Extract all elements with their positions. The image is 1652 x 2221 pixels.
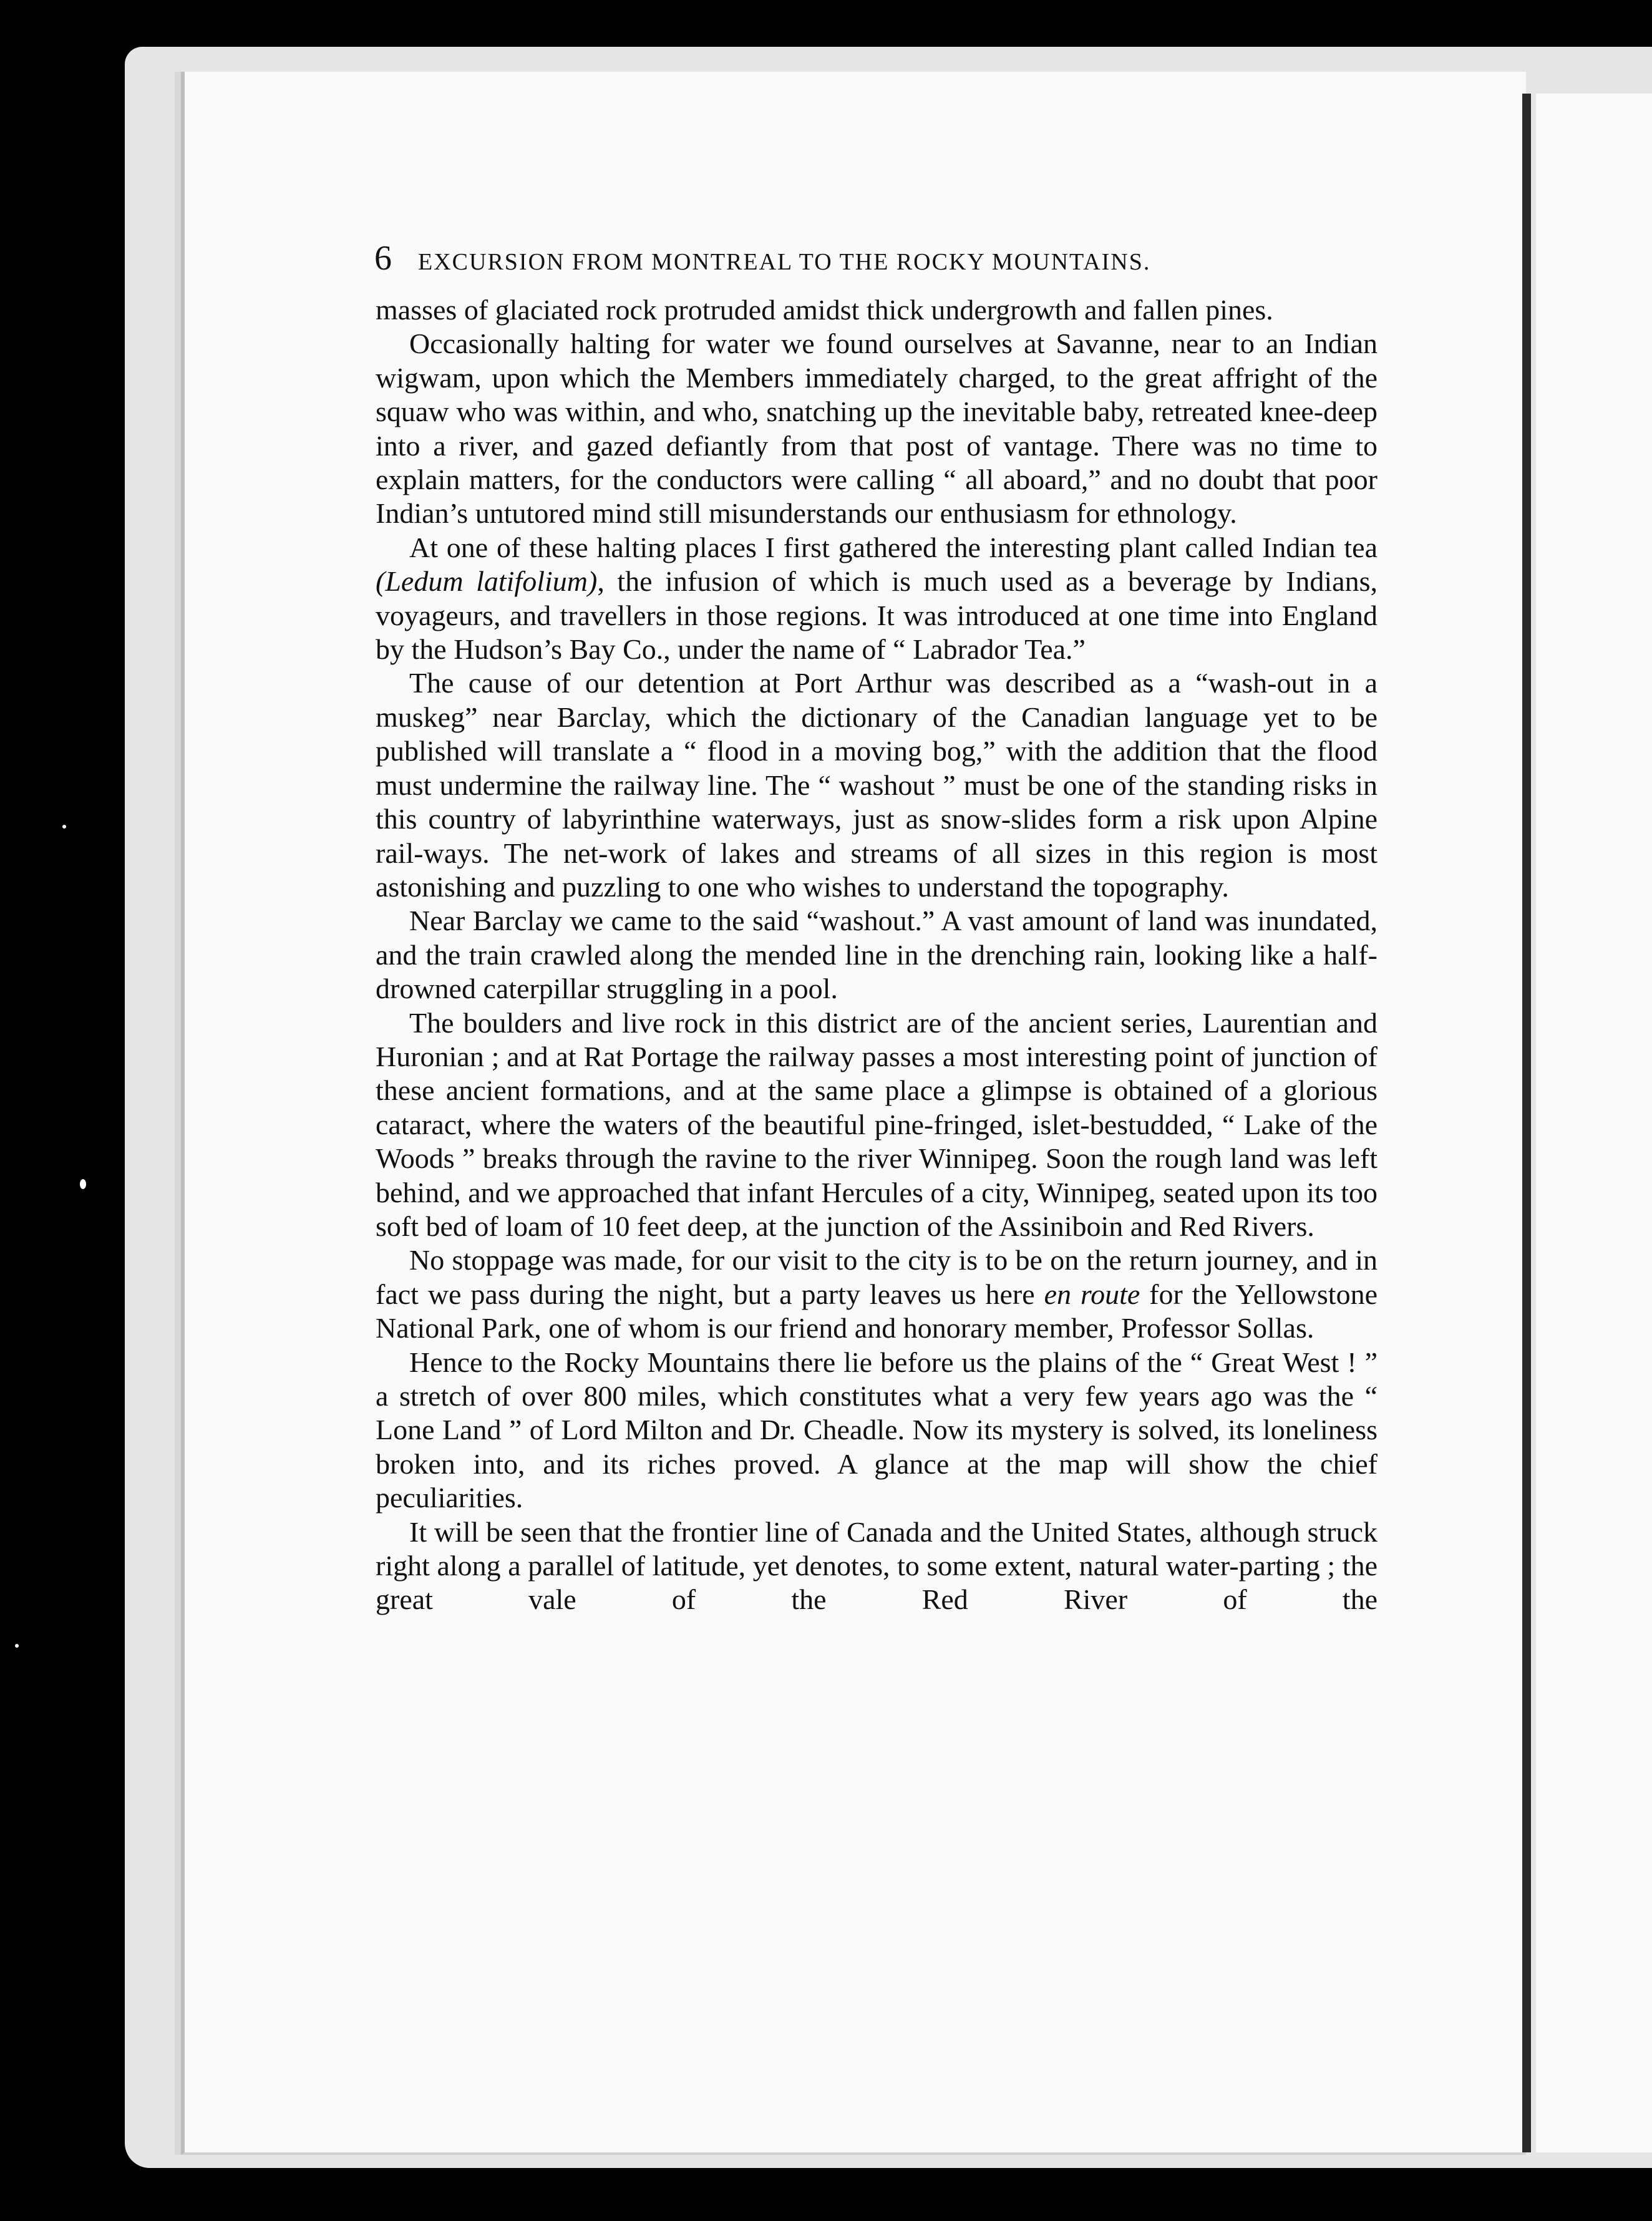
- page-number: 6: [374, 239, 392, 278]
- paragraph-text: , the infusion of which is much used as a beverage by Indians, voyageurs, and travellers in those regions. It was introduced at one time into England by the Hudson’s Bay Co., under the name of “ Labrador Tea.”: [376, 565, 1377, 666]
- page-gutter-edge: [1522, 94, 1531, 2152]
- body-text: [376, 293, 1377, 1617]
- paragraph: The boulders and live rock in this district are of the ancient series, Laurentian and Huronian ; and at Rat Portage the railway passes a most interesting point of junction of these ancient formations, and at the same place a glimpse is obtained of a glorious cataract, where the waters of the beautiful pine-fringed, islet-bestudded, “ Lake of the Woods ” breaks through the ravine to the river Winnipeg. Soon the rough land was left behind, and we approached that infant Hercules of a city, Winnipeg, seated upon its too soft bed of loam of 10 feet deep, at the junction of the Assiniboin and Red Rivers.: [376, 1006, 1377, 1242]
- paragraph: Hence to the Rocky Mountains there lie before us the plains of the “ Great West ! ” a stretch of over 800 miles, which constitutes what a very few years ago was the “ Lone Land ” of Lord Milton and Dr. Cheadle. Now its mystery is solved, its loneliness broken into, and its riches proved. A glance at the map will show the chief peculiarities.: [376, 1346, 1377, 1514]
- paragraph: It will be seen that the frontier line of Canada and the United States, although struck right along a parallel of latitude, yet denotes, to some extent, natural water-parting ; the great vale of the Red River of the: [376, 1515, 1377, 1616]
- paragraph: The cause of our detention at Port Arthur was described as a “wash-out in a muskeg” near Barclay, which the dictionary of the Canadian language yet to be published will translate a “ flood in a moving bog,” with the addition that the flood must undermine the railway line. The “ washout ” must be one of the standing risks in this country of labyrinthine waterways, just as snow-slides form a risk upon Alpine rail-ways. The net-work of lakes and streams of all sizes in this region is most astonishing and puzzling to one who wishes to understand the topography.: [376, 667, 1377, 903]
- latin-plant-name: (Ledum latifolium): [376, 565, 598, 598]
- running-header: [374, 238, 1285, 278]
- dust-speck: [62, 825, 66, 829]
- paragraph: [376, 1243, 1377, 1345]
- running-head-title: EXCURSION FROM MONTREAL TO THE ROCKY MOUNTAINS.: [418, 249, 1151, 275]
- paragraph: [376, 531, 1377, 667]
- facing-page-edge: [1536, 94, 1652, 2152]
- dust-speck: [15, 1644, 19, 1648]
- paragraph-text: At one of these halting places I first gathered the interesting plant called Indian tea: [409, 531, 1377, 563]
- italic-phrase: en route: [1044, 1278, 1140, 1310]
- paragraph: Near Barclay we came to the said “washout.” A vast amount of land was inundated, and the train crawled along the mended line in the drenching rain, looking like a half-drowned caterpillar struggling in a pool.: [376, 905, 1377, 1005]
- paragraph: Occasionally halting for water we found ourselves at Savanne, near to an Indian wigwam, upon which the Members immediately charged, to the great affright of the squaw who was within, and who, snatching up the inevitable baby, retreated knee-deep into a river, and gazed defiantly from that post of vantage. There was no time to explain matters, for the conductors were calling “ all aboard,” and no doubt that poor Indian’s untutored mind still misunderstands our enthusiasm for ethnology.: [376, 328, 1377, 530]
- paragraph-text: for the Yellowstone National Park, one of whom is our friend and honorary member, Professor Sollas.: [376, 1278, 1377, 1344]
- paragraph: masses of glaciated rock protruded amidst thick undergrowth and fallen pines.: [376, 294, 1273, 326]
- dust-speck: [80, 1179, 86, 1189]
- paragraph-text: No stoppage was made, for our visit to the city is to be on the return journey, and in fact we pass during the night, but a party leaves us here: [376, 1244, 1377, 1310]
